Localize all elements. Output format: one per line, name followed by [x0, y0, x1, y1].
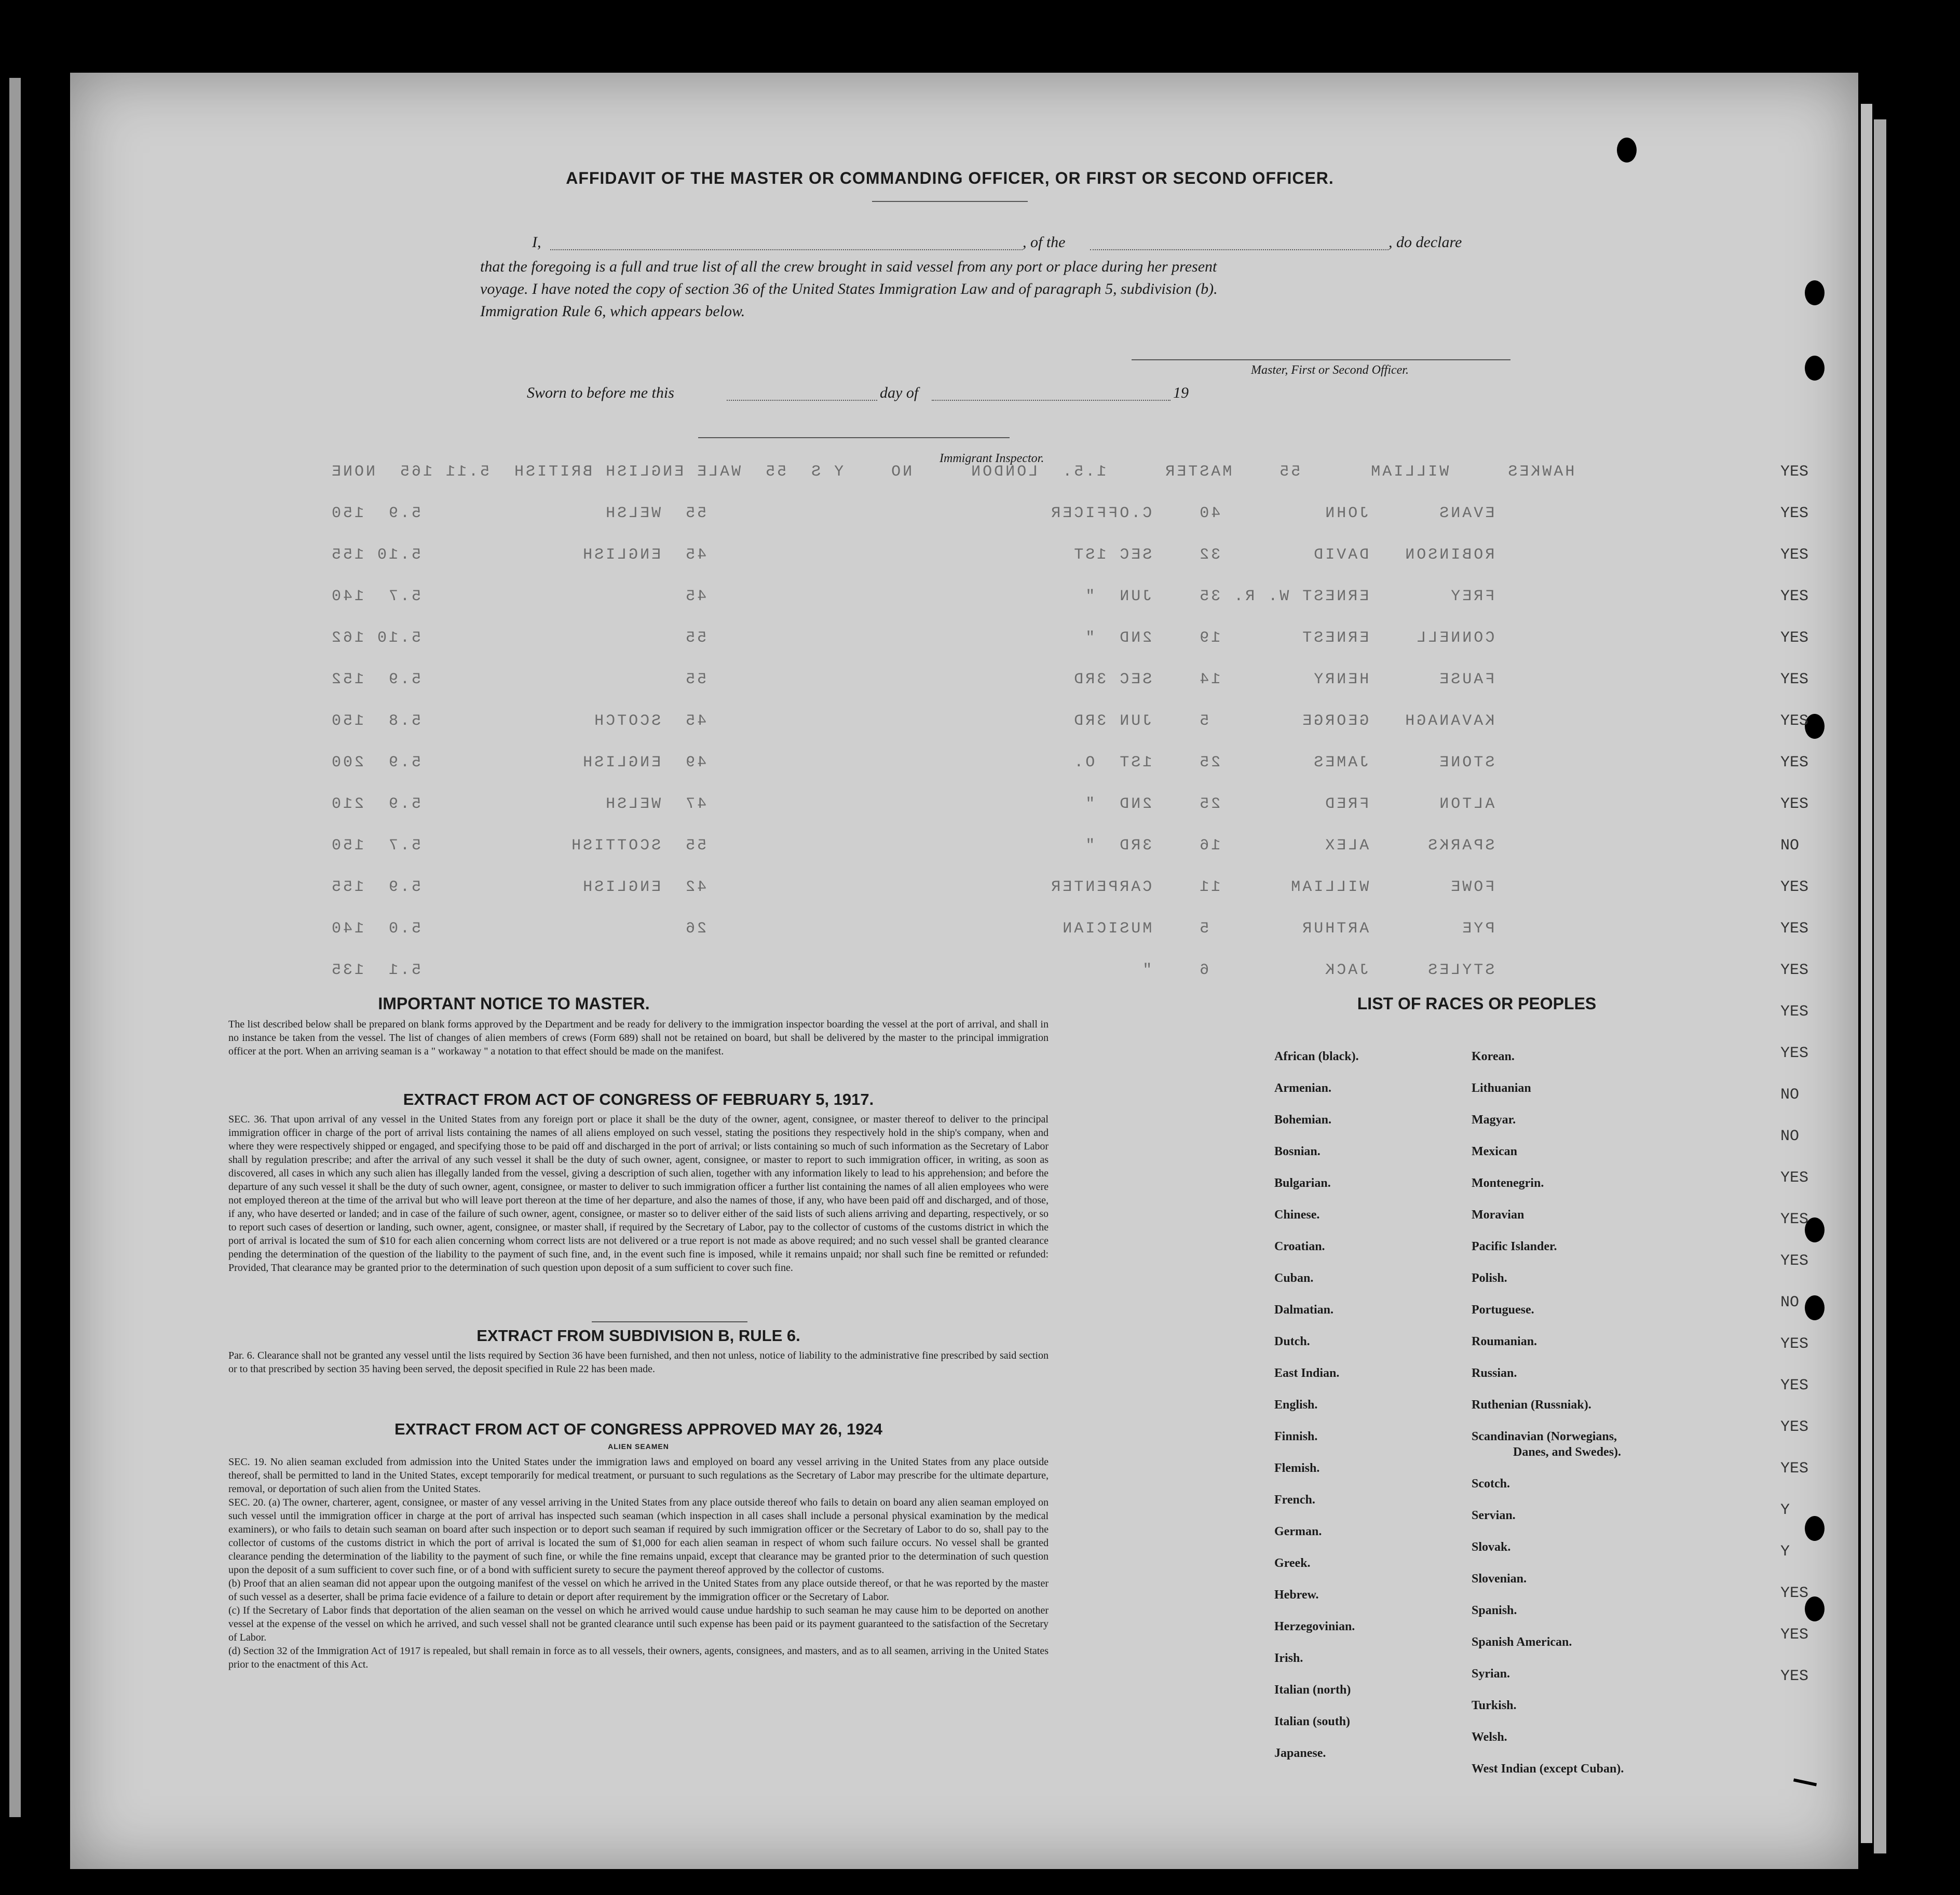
race-item: Magyar. — [1472, 1113, 1516, 1127]
notice-body: The list described below shall be prepared on blank forms approved by the Department and be ready for delivery to the immigration inspector boarding the vessel at the port of arrival, and shall in no instance be taken from the vessel. The list of changes of alien members of crews (Form 689) shall not be retained on board, but shall be delivered by the master to the principal immigration officer at the port. When an arriving seaman is a " workaway " a notation to that effect should be made on the manifest. — [228, 1019, 1049, 1057]
race-item: Korean. — [1472, 1050, 1515, 1063]
bleed-row: STONE JAMES 25 1ST O. 49 ENGLISH 5.9 200 — [330, 754, 1495, 771]
race-item: Japanese. — [1274, 1747, 1326, 1760]
bleed-row: CONNELL ERNEST 19 2ND " 55 5.10 162 — [330, 629, 1495, 647]
yes-mark: YES — [1780, 463, 1809, 481]
yes-mark: YES — [1780, 962, 1809, 979]
punch-hole — [1805, 1295, 1825, 1320]
sec-19: SEC. 19. No alien seaman excluded from admission into the United States under the immigration laws and employed on board any vessel arriving in the United States from any place outside thereof, shall be permitted to land in the United States, except temporarily for medical treatment, or pursuant to such regulations as the Secretary of Labor may prescribe for the ultimate departure, removal, or deportation of such alien from the United States. — [228, 1456, 1049, 1495]
yes-mark: YES — [1780, 546, 1809, 564]
sworn-prefix: Sworn to before me this — [527, 384, 674, 401]
master-signature-label: Master, First or Second Officer. — [1251, 363, 1409, 377]
yes-mark: NO — [1780, 1128, 1800, 1145]
extract-1917-title: EXTRACT FROM ACT OF CONGRESS OF FEBRUARY 5, 1917. — [403, 1090, 874, 1108]
yes-mark: NO — [1780, 837, 1800, 855]
bleed-row: PYE ARTHUR 5 MUSICIAN 26 5.0 140 — [330, 920, 1495, 938]
race-item: Italian (north) — [1274, 1683, 1351, 1697]
race-item: West Indian (except Cuban). — [1472, 1762, 1624, 1776]
yes-mark: YES — [1780, 588, 1809, 605]
yes-mark: YES — [1780, 1335, 1809, 1353]
yes-mark: YES — [1780, 1460, 1809, 1478]
extract-1924-subtitle: ALIEN SEAMEN — [608, 1442, 669, 1451]
race-item: Danes, and Swedes). — [1513, 1445, 1622, 1459]
race-item: Italian (south) — [1274, 1715, 1351, 1728]
race-item: Herzegovinian. — [1274, 1620, 1355, 1633]
yes-mark: YES — [1780, 878, 1809, 896]
bleed-row: STYLES JACK 6 " 5.1 135 — [330, 962, 1495, 979]
race-item: Greek. — [1274, 1556, 1311, 1570]
race-item: Montenegrin. — [1472, 1176, 1544, 1190]
punch-hole — [1805, 1516, 1825, 1541]
race-item: Roumanian. — [1472, 1335, 1537, 1348]
yes-mark: Y — [1780, 1543, 1790, 1561]
affidavit-line-3: voyage. I have noted the copy of section 36 of the United States Immigration Law and of paragraph 5, subdivision (b). — [480, 280, 1218, 297]
yes-mark: YES — [1780, 1668, 1809, 1685]
race-item: Portuguese. — [1472, 1303, 1534, 1317]
vessel-blank — [1090, 249, 1389, 250]
bleed-row: ALTON FRED 25 2ND " 47 WELSH 5.9 210 — [330, 795, 1495, 813]
yes-mark: YES — [1780, 505, 1809, 522]
punch-hole — [1805, 280, 1825, 305]
yes-mark: YES — [1780, 1626, 1809, 1644]
bleed-row: FOWE WILLIAM 11 CARPENTER 42 ENGLISH 5.9 155 — [330, 878, 1495, 896]
inspector-label: Immigrant Inspector. — [940, 452, 1044, 465]
race-item: Turkish. — [1472, 1699, 1517, 1712]
inspector-line — [698, 437, 1010, 438]
race-item: Cuban. — [1274, 1271, 1314, 1285]
yes-mark: YES — [1780, 1211, 1809, 1228]
race-item: Flemish. — [1274, 1461, 1320, 1475]
race-item: African (black). — [1274, 1050, 1359, 1063]
affidavit-of-the: , of the — [1023, 234, 1066, 251]
race-item: Dutch. — [1274, 1335, 1310, 1348]
race-item: Welsh. — [1472, 1730, 1507, 1744]
race-item: Spanish. — [1472, 1604, 1517, 1617]
divider — [872, 201, 1028, 202]
race-item: Slovenian. — [1472, 1572, 1527, 1586]
bleed-row: ROBINSON DAVID 32 SEC 1ST 45 ENGLISH 5.10 155 — [330, 546, 1495, 564]
race-item: Scandinavian (Norwegians, — [1472, 1430, 1617, 1443]
yes-mark: YES — [1780, 1418, 1809, 1436]
race-item: Servian. — [1472, 1509, 1516, 1522]
race-item: Chinese. — [1274, 1208, 1320, 1222]
race-item: Moravian — [1472, 1208, 1525, 1222]
yes-mark: YES — [1780, 1169, 1809, 1187]
sec-20a: SEC. 20. (a) The owner, charterer, agent, consignee, or master of any vessel arriving in the United States from any place outside thereof who fails to detain on board any alien seaman employed on such vessel until the immigration officer in charge at the port of arrival has inspected such seaman (which inspection in all cases shall include a personal physical examination by the medical examiners), or who fails to detain such seaman on board after such inspection or to deport such seaman if required by such immigration officer or the Secretary of Labor to do so, shall pay to the collector of customs of the customs district in which the port of arrival is located the sum of $1,000 for each alien seaman in respect of whom such failure occurs. No vessel shall be granted clearance pending the determination of the liability to the payment of such fine, or while the fine remains unpaid, except that clearance may be granted prior to the determination of such question upon the deposit of a sum sufficient to cover such fine, or of a bond with sufficient surety to secure the payment thereof approved by the collector of customs. — [228, 1497, 1049, 1576]
extract-rule6-title: EXTRACT FROM SUBDIVISION B, RULE 6. — [477, 1326, 800, 1345]
bleed-row: SPARKS ALEX 16 3RD " 55 SCOTTISH 5.7 150 — [330, 837, 1495, 855]
bleed-row: KAVANAGH GEORGE 5 JUN 3RD 45 SCOTCH 5.8 150 — [330, 712, 1495, 730]
yes-mark: YES — [1780, 1003, 1809, 1021]
yes-mark: YES — [1780, 1045, 1809, 1062]
race-item: Lithuanian — [1472, 1081, 1531, 1095]
yes-mark: YES — [1780, 1585, 1809, 1602]
bleed-row: EVANS JOHN 40 C.OFFICER 55 WELSH 5.9 150 — [330, 505, 1495, 522]
extract-1924-body — [228, 1455, 1049, 1671]
underlying-sheet-edge — [1874, 119, 1886, 1853]
punch-hole — [1617, 138, 1637, 163]
race-item: Pacific Islander. — [1472, 1240, 1557, 1253]
sec-20c: (c) If the Secretary of Labor finds that deportation of the alien seaman on the vessel on which he arrived would cause undue hardship to such seaman he may cause him to be deported on another vessel at the expense of the vessel on which he arrived, and such vessel shall not be granted clearance until such expense has been paid or its payment guaranteed to the satisfaction of the Secretary of Labor. — [228, 1605, 1049, 1643]
race-item: Spanish American. — [1472, 1635, 1572, 1649]
document-page — [70, 73, 1858, 1869]
divider — [592, 1321, 747, 1322]
race-item: Polish. — [1472, 1271, 1507, 1285]
sworn-year: 19 — [1173, 384, 1189, 401]
yes-mark: YES — [1780, 1377, 1809, 1395]
races-column-1 — [1274, 1049, 1359, 1777]
affidavit-declare: , do declare — [1389, 234, 1462, 251]
yes-mark: YES — [1780, 1252, 1809, 1270]
race-item: East Indian. — [1274, 1366, 1340, 1380]
race-item: Irish. — [1274, 1652, 1303, 1665]
race-item: Syrian. — [1472, 1667, 1510, 1681]
affidavit-title: AFFIDAVIT OF THE MASTER OR COMMANDING OFFICER, OR FIRST OR SECOND OFFICER. — [566, 169, 1334, 187]
bleed-row: FAUSE HENRY 14 SEC 3RD 55 5.9 152 — [330, 671, 1495, 688]
race-item: Dalmatian. — [1274, 1303, 1333, 1317]
extract-rule6-body: Par. 6. Clearance shall not be granted any vessel until the lists required by Section 36 have been furnished, and then not unless, notice of liability to the administrative fine prescribed by said section or to that prescribed by section 35 having been served, the deposit specified in Rule 22 has been made. — [228, 1350, 1049, 1375]
yes-mark: YES — [1780, 920, 1809, 938]
race-item: Bosnian. — [1274, 1145, 1321, 1158]
ink-mark — [1793, 1778, 1817, 1786]
race-item: German. — [1274, 1525, 1322, 1538]
day-blank — [727, 400, 877, 401]
race-item: English. — [1274, 1398, 1318, 1412]
sworn-day-of: day of — [880, 384, 919, 401]
yes-mark: YES — [1780, 754, 1809, 771]
race-item: Mexican — [1472, 1145, 1517, 1158]
race-item: Russian. — [1472, 1366, 1517, 1380]
extract-1924-title: EXTRACT FROM ACT OF CONGRESS APPROVED MAY 26, 1924 — [394, 1420, 882, 1438]
bleed-row: HAWKES WILLIAM 55 MASTER 1.5. LONDON NO Y S 55 WALE ENGLISH BRITISH 5.11 165 NONE — [330, 463, 1575, 481]
bleed-row: FREY ERNEST W. R. 35 JUN " 45 5.7 140 — [330, 588, 1495, 605]
month-blank — [932, 400, 1170, 401]
race-item: Croatian. — [1274, 1240, 1325, 1253]
signature-line — [1132, 359, 1510, 360]
underlying-sheet-edge — [1861, 104, 1872, 1843]
races-column-2 — [1472, 1049, 1624, 1793]
notice-title: IMPORTANT NOTICE TO MASTER. — [378, 994, 650, 1013]
yes-mark: NO — [1780, 1294, 1800, 1311]
sec-20b: (b) Proof that an alien seaman did not appear upon the outgoing manifest of the vessel on which he arrived in the United States from any place outside thereof, or that he was reported by the master of such vessel as a deserter, shall be prima facie evidence of a failure to detain or deport after requirement by the immigration officer or the Secretary of Labor. — [228, 1578, 1049, 1603]
adjacent-page-edge — [9, 78, 21, 1817]
yes-mark: YES — [1780, 629, 1809, 647]
races-title: LIST OF RACES OR PEOPLES — [1357, 994, 1597, 1013]
yes-mark: YES — [1780, 712, 1809, 730]
race-item: Scotch. — [1472, 1477, 1510, 1491]
race-item: Hebrew. — [1274, 1588, 1319, 1602]
race-item: Slovak. — [1472, 1540, 1511, 1554]
yes-mark: Y — [1780, 1501, 1790, 1519]
punch-hole — [1805, 356, 1825, 381]
extract-1917-body: SEC. 36. That upon arrival of any vessel in the United States from any foreign port or place it shall be the duty of the owner, agent, consignee, or master thereof to deliver to the principal immigration officer in charge of the port of arrival lists containing the names of all aliens employed on such vessel, stating the positions they respectively hold in the ship's company, when and where they were respectively shipped or engaged, and specifying those to be paid off and discharged in the port of arrival; or lists containing so much of such information as the Secretary of Labor shall by regulation prescribe; and after the arrival of any such vessel it shall be the duty of such owner, agent, consignee, or master to report to such immigration officer, in writing, as soon as discovered, all cases in which any such alien has illegally landed from the vessel, giving a description of such alien, together with any information likely to lead to his apprehension; and before the departure of any such vessel it shall be the duty of such owner, agent, consignee, or master to deliver to such immigration officer a further list containing the names of all alien employees who were not employed thereon at the time of the arrival but who will leave port thereon at the time of her departure, and also the names of those, if any, who have been paid off and discharged, and of those, if any, who have deserted or landed; and in case of the failure of such owner, agent, consignee, or master so to deliver either of the said lists of such aliens arriving and departing, respectively, or so to report such cases of desertion or landing, such owner, agent, consignee, or master shall, if required by the Secretary of Labor, pay to the collector of customs of the customs district in which the port of arrival is located the sum of $10 for each alien concerning whom correct lists are not delivered or a true report is not made as above required; and no such vessel shall be granted clearance pending the determination of the question of the liability to the payment of such fine, and, in the event such fine is imposed, while it remains unpaid; nor shall such fine be remitted or refunded: Provided, That clearance may be granted prior to the determination of such question upon deposit of a sum sufficient to cover such fine. — [228, 1114, 1049, 1274]
race-item: Finnish. — [1274, 1430, 1318, 1443]
yes-mark: YES — [1780, 671, 1809, 688]
race-item: Armenian. — [1274, 1081, 1331, 1095]
affidavit-line-4: Immigration Rule 6, which appears below. — [480, 303, 745, 320]
sec-20d: (d) Section 32 of the Immigration Act of 1917 is repealed, but shall remain in force as to all vessels, their owners, agents, consignees, and masters, and as to all seamen, arriving in the United States prior to the enactment of this Act. — [228, 1645, 1049, 1670]
name-blank — [550, 249, 1023, 250]
race-item: Bulgarian. — [1274, 1176, 1331, 1190]
affidavit-line-2: that the foregoing is a full and true list of all the crew brought in said vessel from any port or place during her present — [480, 258, 1217, 275]
race-item: Ruthenian (Russniak). — [1472, 1398, 1591, 1412]
yes-mark: NO — [1780, 1086, 1800, 1104]
race-item: French. — [1274, 1493, 1315, 1507]
race-item: Bohemian. — [1274, 1113, 1332, 1127]
yes-mark: YES — [1780, 795, 1809, 813]
affidavit-i: I, — [532, 234, 541, 251]
